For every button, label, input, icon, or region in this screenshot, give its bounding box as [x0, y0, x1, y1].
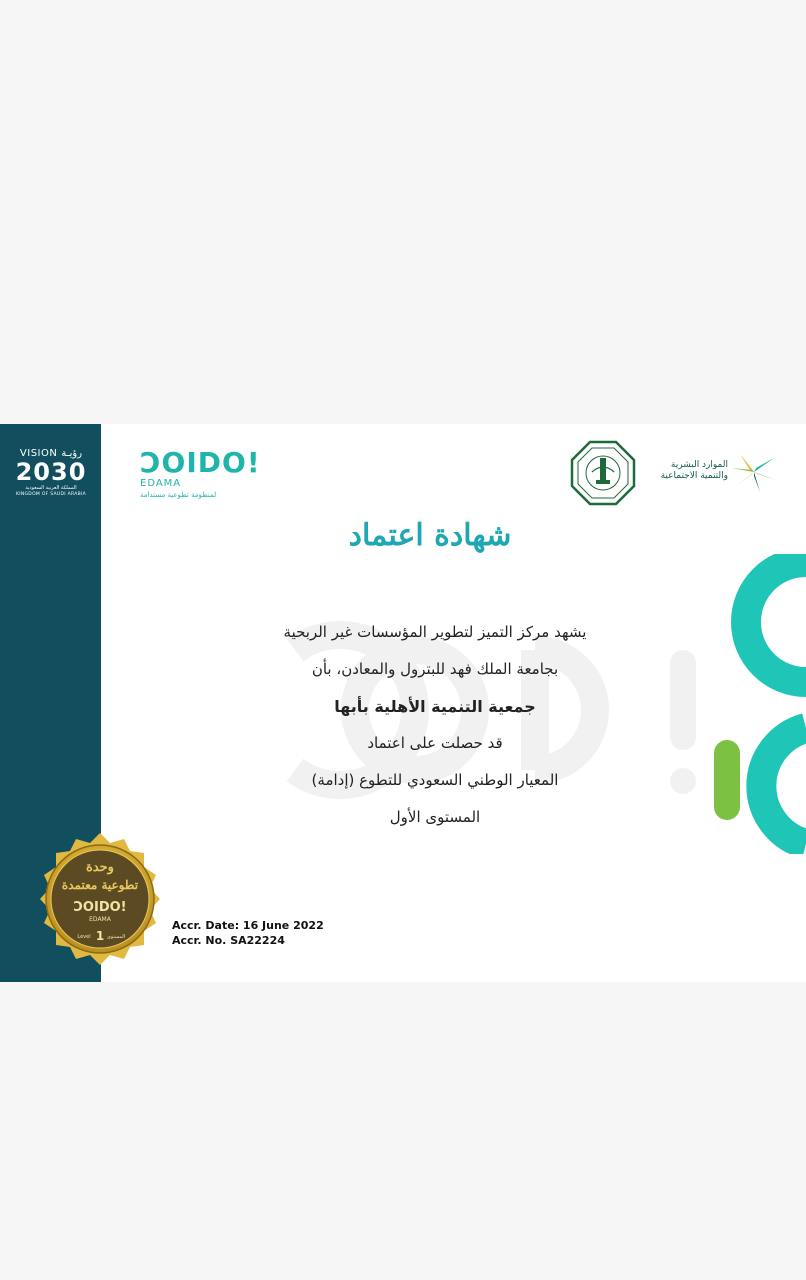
- hrsd-star-icon: [730, 450, 778, 494]
- edama-tagline: لمنظومة تطوعية مستدامة: [140, 491, 217, 499]
- certificate-title: شهادة اعتماد: [348, 518, 512, 553]
- vision-en: VISION: [19, 448, 58, 459]
- kingdom-en: KINGDOM OF SAUDI ARABIA: [15, 492, 87, 497]
- badge-title-1: وحدة: [86, 860, 114, 875]
- gold-seal-badge: [28, 831, 172, 975]
- certificate-body: [150, 614, 720, 836]
- badge-mark: ƆOIDO!: [73, 900, 127, 915]
- certificate: [0, 424, 806, 982]
- badge-name: EDAMA: [89, 916, 111, 923]
- hrsd-line1: الموارد البشرية: [670, 460, 728, 470]
- accreditation-info: [172, 918, 324, 948]
- vision-year: 2030: [15, 458, 87, 486]
- vision-ar: رؤيـة: [61, 448, 83, 459]
- certificate-line5: المعيار الوطني السعودي للتطوع (إدامة): [311, 771, 559, 789]
- vision-2030-logo: [6, 448, 96, 498]
- certificate-level: المستوى الأول: [389, 808, 481, 826]
- hrsd-line2: والتنمية الاجتماعية: [660, 471, 728, 481]
- badge-title-2: تطوعية معتمدة: [61, 878, 139, 892]
- certificate-line4: قد حصلت على اعتماد: [367, 734, 503, 752]
- edama-mark: ƆOIDO!: [140, 446, 261, 479]
- badge-level-num: 1: [95, 929, 105, 943]
- certificate-line2: بجامعة الملك فهد للبترول والمعادن، بأن: [311, 660, 559, 678]
- edama-name: EDAMA: [140, 478, 182, 489]
- accreditation-number: Accr. No. SA22224: [172, 934, 285, 947]
- kfupm-seal-icon: [570, 440, 636, 506]
- accreditation-date: Accr. Date: 16 June 2022: [172, 919, 324, 932]
- organization-name: جمعية التنمية الأهلية بأبها: [334, 697, 536, 716]
- kingdom-ar: المملكة العربية السعودية: [25, 485, 77, 491]
- badge-level-ar: المستوى: [106, 934, 126, 940]
- edama-logo: [140, 446, 261, 500]
- hrsd-logo: [650, 450, 778, 494]
- certificate-line1: يشهد مركز التميز لتطوير المؤسسات غير الربحية: [283, 623, 587, 641]
- badge-level-en: Level: [77, 934, 91, 940]
